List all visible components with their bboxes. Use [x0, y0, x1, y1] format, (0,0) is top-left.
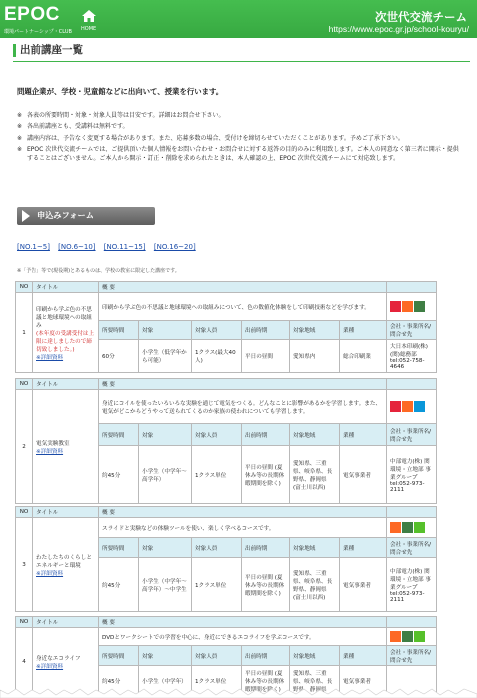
period-value: 平日の昼間 (夏休み等の長期休暇期間を除く) — [242, 666, 290, 696]
sdg-goal-icon — [414, 301, 425, 312]
range-link-6-10[interactable]: [NO.6~10] — [58, 243, 96, 251]
target-value: 小学生（中学年） — [139, 666, 192, 696]
table-footnote: ※「予告」等で(現役期)とあるものは、学校の教室に限定した講座です。 — [17, 268, 180, 274]
field-value: 電気事業者 — [340, 666, 387, 696]
company-header: 会社・事業所名/問合せ先 — [387, 538, 437, 558]
sdg-goal-icon — [390, 401, 401, 412]
field-header: 業種 — [340, 538, 387, 558]
sdg-goal-icon — [414, 522, 425, 533]
company-value: 中部電力(株) 関環境・立地部 事業グループ tel:052-973-2111 — [387, 446, 437, 504]
lecture-summary: DVDとワークシートでの学習を中心に、身近にできるエコライフを学ぶコースです。 — [99, 628, 387, 646]
lecture-table — [15, 378, 437, 504]
home-label[interactable]: HOME — [81, 26, 97, 32]
application-form-label: 申込みフォーム — [37, 210, 94, 220]
page-title: 出前講座一覧 — [13, 44, 83, 57]
period-header: 出前時期 — [242, 646, 290, 666]
lecture-title: 身近なエコライフ — [36, 655, 81, 662]
duration-header: 所要時間 — [99, 424, 139, 446]
no-header: NO — [16, 282, 33, 293]
duration-header: 所要時間 — [99, 538, 139, 558]
area-header: 対象地域 — [290, 646, 340, 666]
people-value: 1クラス単位 — [192, 446, 242, 504]
duration-header: 所要時間 — [99, 321, 139, 340]
detail-link[interactable]: ※詳細資料 — [36, 448, 64, 455]
target-value: 小学生（中学年～高学年）～中学生 — [139, 558, 192, 612]
note-item: ※ 各表の所要時間・対象・対象人員等は目安です。詳細はお問合せ下さい。 — [17, 112, 225, 119]
sdg-icons — [387, 518, 437, 538]
company-value: 大日本印刷(株)(関)総務部 tel:052-758-4646 — [387, 340, 437, 373]
period-header: 出前時期 — [242, 321, 290, 340]
people-value: 1クラス単位 — [192, 558, 242, 612]
area-header: 対象地域 — [290, 321, 340, 340]
people-header: 対象人員 — [192, 538, 242, 558]
lecture-number: 2 — [16, 390, 33, 504]
period-header: 出前時期 — [242, 538, 290, 558]
area-value: 愛知県、三重県、岐阜県、長野県、静岡県 (富士川以西) — [290, 446, 340, 504]
sdg-goal-icon — [390, 301, 401, 312]
play-arrow-icon — [22, 210, 30, 222]
company-header: 会社・事業所名/問合せ先 — [387, 424, 437, 446]
lecture-table — [15, 616, 437, 696]
company-value: 中部電力(株) 関環境・立地部 事業グループ tel:052-973-2111 — [387, 558, 437, 612]
summary-header: 概 要 — [99, 507, 387, 518]
sdg-goal-icon — [414, 631, 425, 642]
logo-subtitle: 環境パートナーシップ・CLUB — [4, 29, 72, 35]
lecture-summary: スライドと実験などの体験ツールを使い、楽しく学べるコースです。 — [99, 518, 387, 538]
field-value: 電気事業者 — [340, 446, 387, 504]
lecture-number: 3 — [16, 518, 33, 612]
target-value: 小学生（中学年～高学年） — [139, 446, 192, 504]
range-link-16-20[interactable]: [NO.16~20] — [153, 243, 196, 251]
lecture-table — [15, 281, 437, 373]
target-value: 小学生（低学年から可能） — [139, 340, 192, 373]
period-value: 平日の昼間 — [242, 340, 290, 373]
lecture-table — [15, 506, 437, 612]
site-header — [0, 0, 477, 38]
sdg-icons — [387, 390, 437, 424]
area-header: 対象地域 — [290, 538, 340, 558]
area-value: 愛知県内 — [290, 340, 340, 373]
sdg-goal-icon — [402, 301, 413, 312]
people-value: 1クラス単位 — [192, 666, 242, 696]
no-header: NO — [16, 507, 33, 518]
people-value: 1クラス(最大40人) — [192, 340, 242, 373]
site-url[interactable]: https://www.epoc.gr.jp/school-kouryu/ — [328, 24, 469, 34]
lecture-title: 電気実験教室 — [36, 440, 70, 447]
sdg-icons — [387, 628, 437, 646]
area-value: 愛知県、三重県、岐阜県、長野県、静岡県 (富士川以西) — [290, 558, 340, 612]
no-header: NO — [16, 379, 33, 390]
lecture-title-cell — [33, 518, 99, 612]
range-links — [17, 243, 202, 251]
summary-header: 概 要 — [99, 617, 387, 628]
lead-text: 問題企業が、学校・児童館などに出向いて、授業を行います。 — [17, 87, 224, 96]
duration-header: 所要時間 — [99, 646, 139, 666]
sdg-goal-icon — [414, 401, 425, 412]
duration-value: 約45分 — [99, 446, 139, 504]
note-item: ※ 各出前講座とも、受講料は無料です。 — [17, 123, 129, 131]
company-header: 会社・事業所名/問合せ先 — [387, 646, 437, 666]
target-header: 対象 — [139, 538, 192, 558]
company-header: 会社・事業所名/問合せ先 — [387, 321, 437, 340]
target-header: 対象 — [139, 646, 192, 666]
period-header: 出前時期 — [242, 424, 290, 446]
summary-header: 概 要 — [99, 282, 387, 293]
lecture-title-cell — [33, 293, 99, 373]
lecture-title: 印刷から学ぶ色の不思議と地球環境への取組み — [36, 306, 92, 329]
sdg-goal-icon — [390, 522, 401, 533]
detail-link[interactable]: ※詳細資料 — [36, 663, 64, 670]
people-header: 対象人員 — [192, 424, 242, 446]
range-link-11-15[interactable]: [NO.11~15] — [103, 243, 146, 251]
area-value: 愛知県、三重県、岐阜県、長野県、静岡県 — [290, 666, 340, 696]
lecture-title-cell — [33, 390, 99, 504]
lecture-title: わたしたちのくらしとエネルギーと環境 — [36, 554, 92, 569]
target-header: 対象 — [139, 321, 192, 340]
duration-value: 約45分 — [99, 666, 139, 696]
field-header: 業種 — [340, 321, 387, 340]
people-header: 対象人員 — [192, 321, 242, 340]
epoc-logo[interactable]: EPOC — [4, 4, 60, 25]
field-header: 業種 — [340, 646, 387, 666]
sdg-goal-icon — [402, 631, 413, 642]
summary-header: 概 要 — [99, 379, 387, 390]
note-item: ※ EPOC 次世代交流チームでは、ご提供頂いた個人情報をお問い合わせ・お問合せに対する返答の目的のみに利用致します。ご本人の同意なく第三者に開示・提供することはございません。ご本人から開示・訂正・削除を求められたときは、本人確認の上、EPOC 次世代交流チームにて対応致します。 — [17, 145, 459, 162]
title-header: タイトル — [33, 617, 99, 628]
no-header: NO — [16, 617, 33, 628]
notes-list — [17, 112, 462, 166]
lecture-number: 1 — [16, 293, 33, 373]
field-value: 電気事業者 — [340, 558, 387, 612]
title-header: タイトル — [33, 507, 99, 518]
duration-value: 約45分 — [99, 558, 139, 612]
closed-notice: (本年度の受講受付は上限に達しましたので締切致しました。) — [36, 330, 95, 353]
period-value: 平日の昼間 (夏休み等の長期休暇期間を除く) — [242, 446, 290, 504]
target-header: 対象 — [139, 424, 192, 446]
sdg-icons — [387, 293, 437, 321]
lecture-number: 4 — [16, 628, 33, 696]
range-link-1-5[interactable]: [NO.1~5] — [17, 243, 50, 251]
application-form-button[interactable] — [17, 207, 155, 225]
duration-value: 60分 — [99, 340, 139, 373]
detail-link[interactable]: ※詳細資料 — [36, 570, 64, 577]
sdg-goal-icon — [402, 522, 413, 533]
area-header: 対象地域 — [290, 424, 340, 446]
field-value: 総合印刷業 — [340, 340, 387, 373]
sdg-goal-icon — [402, 401, 413, 412]
people-header: 対象人員 — [192, 646, 242, 666]
title-divider — [13, 61, 470, 62]
lecture-summary: 印刷から学ぶ色の不思議と地球環境への取組みについて、色の数値化体験をして印刷技術などを学びます。 — [99, 293, 387, 321]
note-item: ※ 講座内容は、予告なく変更する場合があります。また、応募多数の場合、受付けを締切らせていただくことがあります。予めご了承下さい。 — [17, 134, 404, 142]
site-title: 次世代交流チーム — [375, 10, 467, 24]
sdg-goal-icon — [390, 631, 401, 642]
torn-edge-decoration — [0, 686, 477, 698]
period-value: 平日の昼間 (夏休み等の長期休暇期間を除く) — [242, 558, 290, 612]
home-icon[interactable] — [82, 10, 96, 22]
field-header: 業種 — [340, 424, 387, 446]
lecture-summary: 身近にコイルを使ったいろいろな実験を通じて電気をつくる。どんなことに影響があるかを学習します。また、電気がどこからどうやって送られてくるのか家族の使われについても学習します。 — [99, 390, 387, 424]
title-header: タイトル — [33, 282, 99, 293]
detail-link[interactable]: ※詳細資料 — [36, 354, 64, 361]
title-header: タイトル — [33, 379, 99, 390]
